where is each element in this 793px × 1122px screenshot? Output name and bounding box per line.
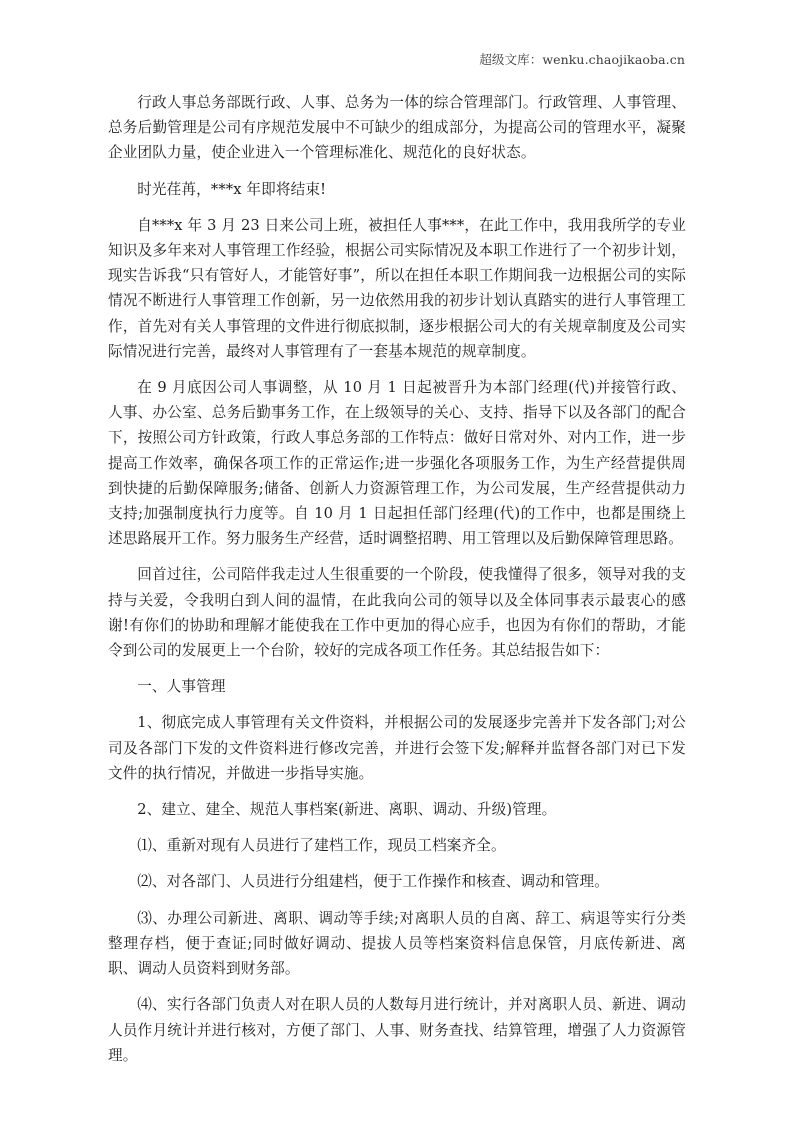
list-item-item-1: 1、彻底完成人事管理有关文件资料，并根据公司的发展逐步完善并下发各部门;对公司及各部门下发的文件资料进行修改完善，并进行会签下发;解释并监督各部门对已下发文件的执行情况，并做进一步指导实施。	[108, 714, 686, 782]
paragraph-intro: 行政人事总务部既行政、人事、总务为一体的综合管理部门。行政管理、人事管理、总务后勤管理是公司有序规范发展中不可缺少的组成部分，为提高公司的管理水平，凝聚企业团队力量，使企业进入一个管理标准化、规范化的良好状态。	[108, 94, 686, 162]
list-item-item-2-4: ⑷、实行各部门负责人对在职人员的人数每月进行统计，并对离职人员、新进、调动人员作月统计并进行核对，方便了部门、人事、财务查找、结算管理，增强了人力资源管理。	[108, 996, 686, 1064]
list-item-item-2-3: ⑶、办理公司新进、离职、调动等手续;对离职人员的自离、辞工、病退等实行分类整理存档，便于查证;同时做好调动、提拔人员等档案资料信息保管，月底传新进、离职、调动人员资料到财务部。	[108, 909, 686, 978]
section-heading-section-one: 一、人事管理	[137, 678, 226, 696]
paragraph-year-closing: 时光荏苒，***x 年即将结束!	[137, 180, 327, 198]
paragraph-since-joining: 自***x 年 3 月 23 日来公司上班，被担任人事***，在此工作中，我用我所学的专业知识及多年来对人事管理工作经验，根据公司实际情况及本职工作进行了一个初步计划，现实告诉我“只有管好人，才能管好事”，所以在担任本职工作期间我一边根据公司的实际情况不断进行人事管理工作创新，另一边依然用我的初步计划认真踏实的进行人事管理工作，首先对有关人事管理的文件进行彻底拟制，逐步根据公司大的有关规章制度及公司实际情况进行完善，最终对人事管理有了一套基本规范的规章制度。	[108, 216, 686, 360]
document-body	[108, 90, 686, 1079]
list-item-item-2-2: ⑵、对各部门、人员进行分组建档，便于工作操作和核查、调动和管理。	[137, 873, 609, 891]
list-item-item-2-1: ⑴、重新对现有人员进行了建档工作，现员工档案齐全。	[137, 837, 506, 855]
paragraph-promotion: 在 9 月底因公司人事调整，从 10 月 1 日起被晋升为本部门经理(代)并接管行政、人事、办公室、总务后勤事务工作，在上级领导的关心、支持、指导下以及各部门的配合下，按照公司方针政策，行政人事总务部的工作特点：做好日常对外、对内工作，进一步提高工作效率，确保各项工作的正常运作;进一步强化各项服务工作，为生产经营提供周到快捷的后勤保障服务;储备、创新人力资源管理工作，为公司发展，生产经营提供动力支持;加强制度执行力度等。自 10 月 1 日起担任部门经理(代)的工作中，也都是围绕上述思路展开工作。努力服务生产经营，适时调整招聘、用工管理以及后勤保障管理思路。	[108, 379, 686, 548]
list-item-item-2: 2、建立、建全、规范人事档案(新进、离职、调动、升级)管理。	[137, 801, 557, 819]
page-header-watermark: 超级文库：wenku.chaojikaoba.cn	[479, 52, 685, 67]
paragraph-retrospective: 回首过往，公司陪伴我走过人生很重要的一个阶段，使我懂得了很多，领导对我的支持与关爱，令我明白到人间的温情，在此我向公司的领导以及全体同事表示最衷心的感谢!有你们的协助和理解才能使我在工作中更加的得心应手，也因为有你们的帮助，才能令到公司的发展更上一个台阶，较好的完成各项工作任务。其总结报告如下：	[108, 566, 686, 660]
